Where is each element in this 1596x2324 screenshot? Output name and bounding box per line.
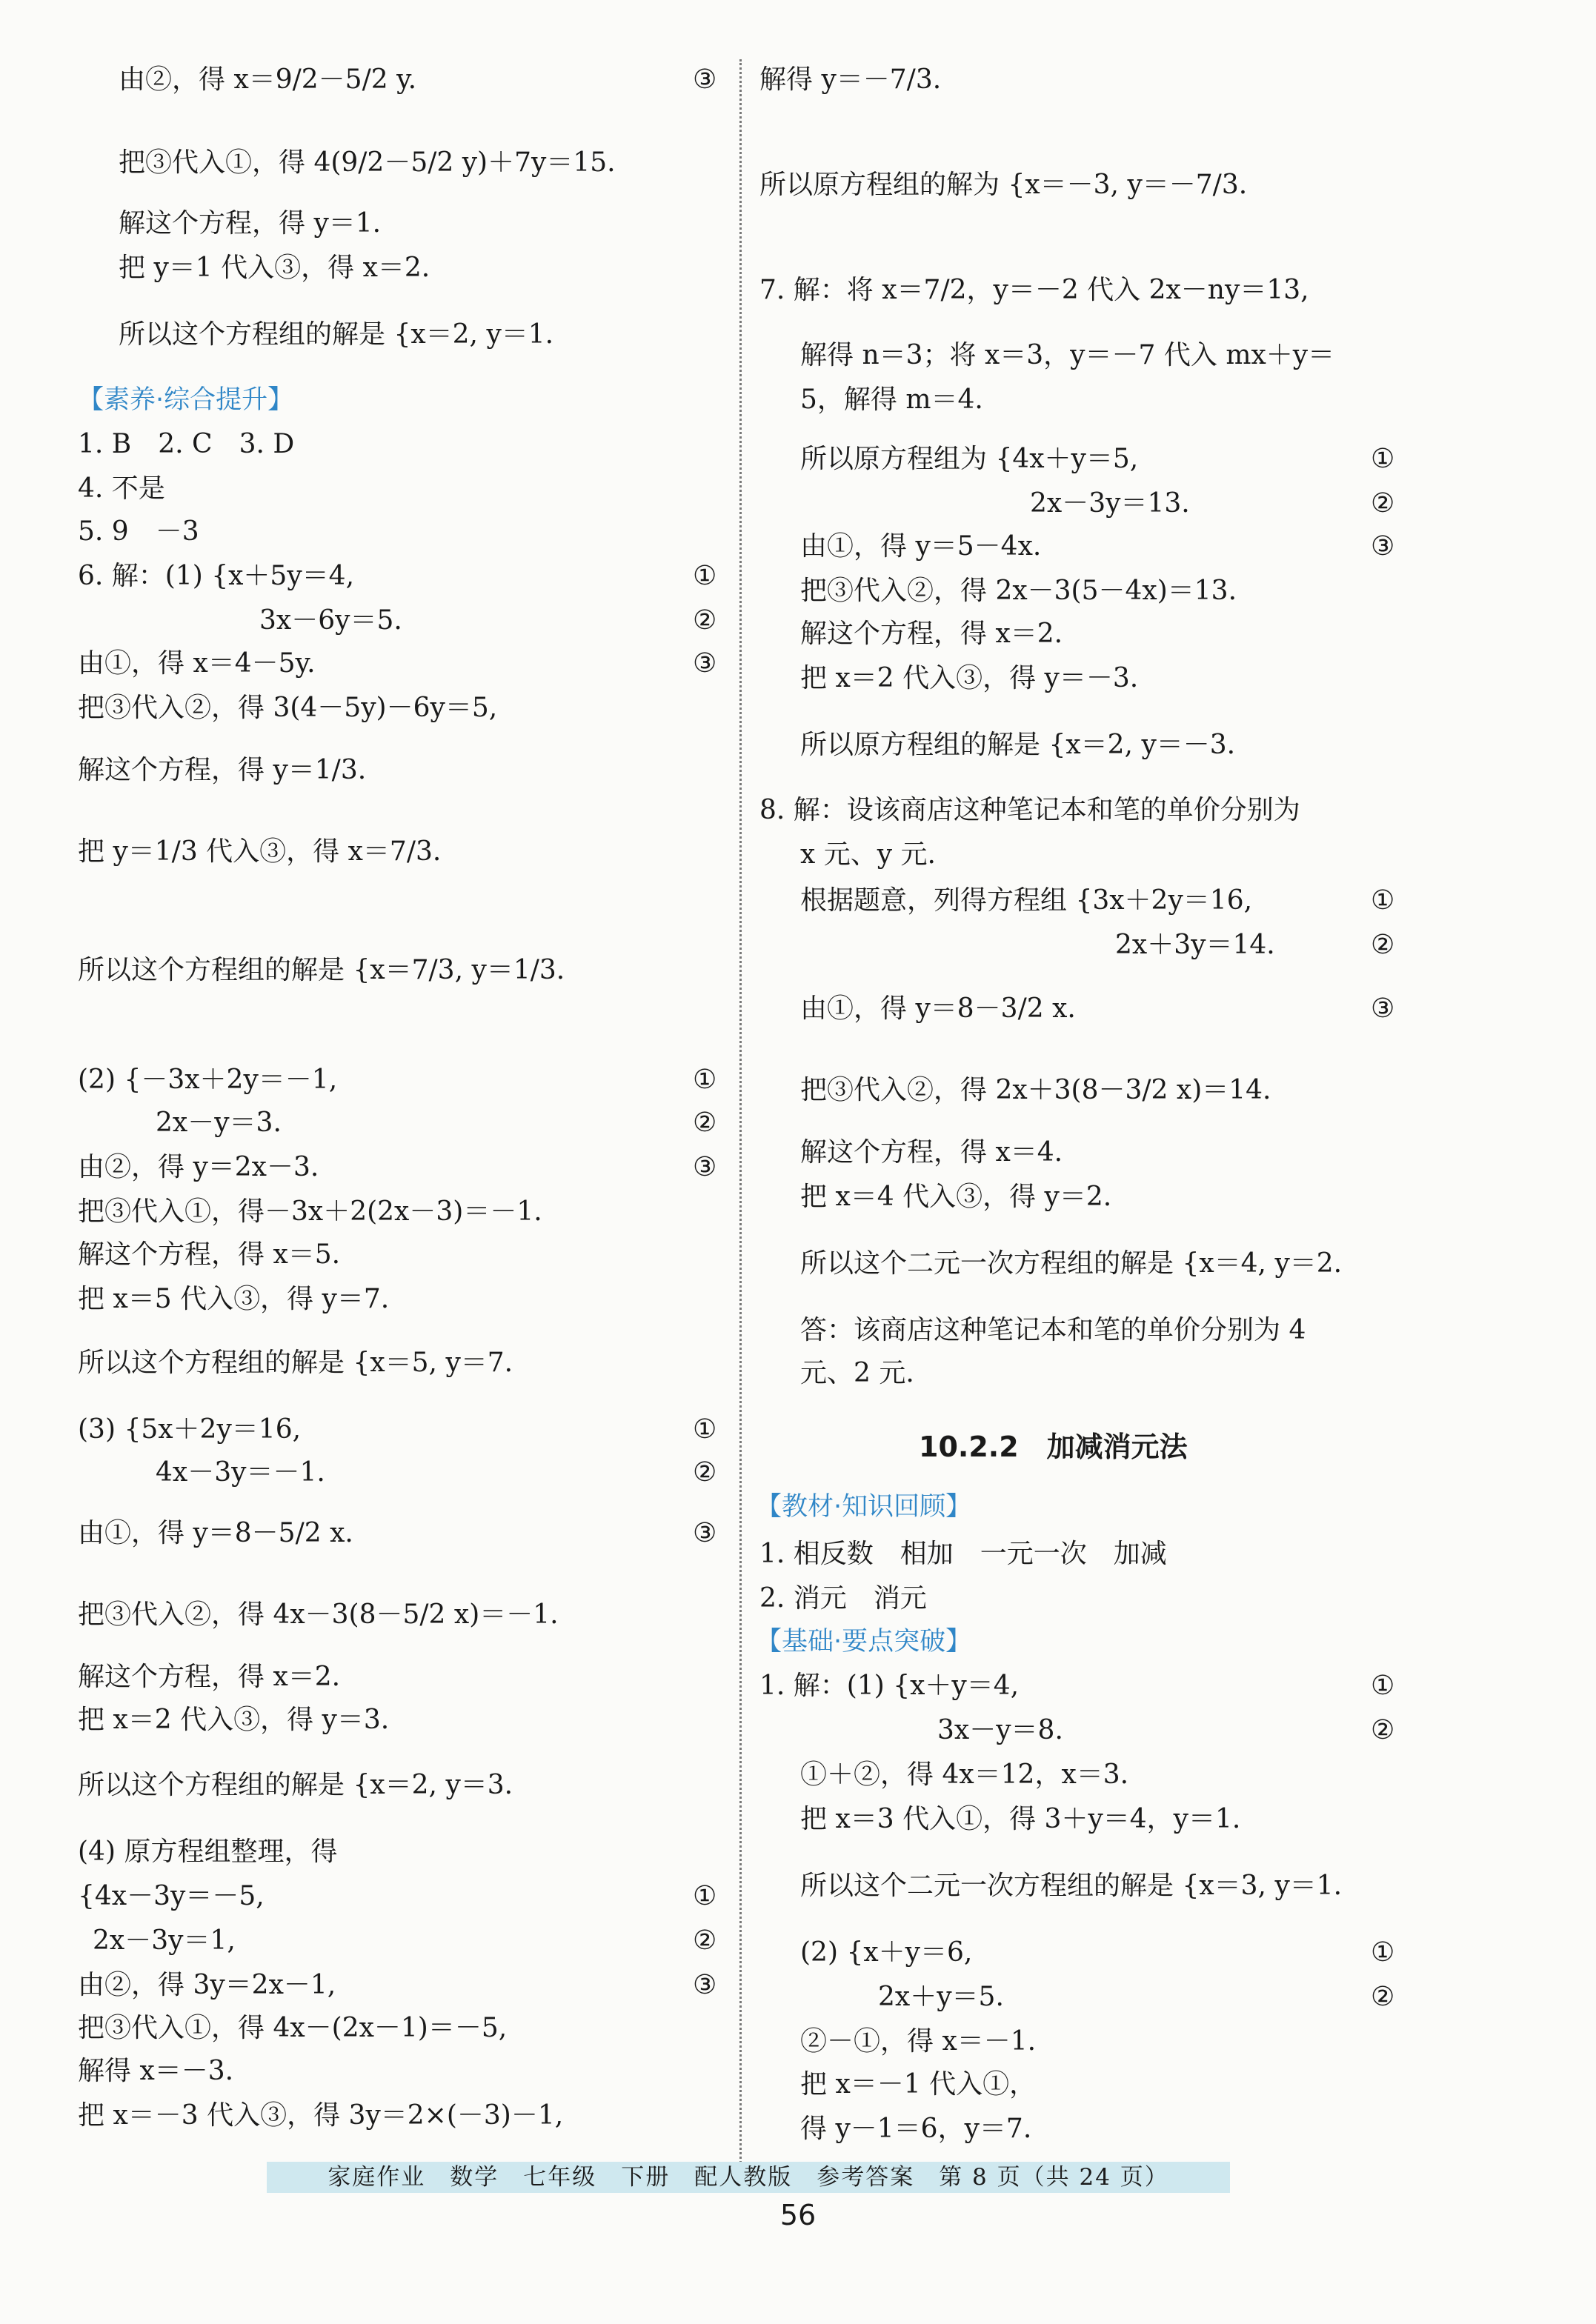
left-line-18: 由②，得 y＝2x－3. [78,1152,319,1182]
left-eq-number-0: ③ [693,64,717,95]
left-eq-number-33: ③ [693,1970,717,2000]
page-number: 56 [779,2199,817,2231]
column-divider [739,59,742,2163]
left-line-0: 由②，得 x＝9/2－5/2 y. [119,64,417,95]
left-line-32: 2x－3y＝1, [93,1925,236,1956]
right-line-17: 把③代入②，得 2x＋3(8－3/2 x)＝14. [800,1075,1271,1105]
left-line-20: 解这个方程，得 x＝5. [78,1239,341,1270]
left-line-2: 解这个方程，得 y＝1. [119,208,382,239]
left-eq-number-10: ② [693,605,717,636]
left-line-25: 由①，得 y＝8－5/2 x. [78,1518,353,1548]
left-line-14: 把 y＝1/3 代入③，得 x＝7/3. [78,836,442,867]
right-line-12: 8. 解：设该商店这种笔记本和笔的单价分别为 [759,795,1300,825]
right-line-19: 把 x＝4 代入③，得 y＝2. [800,1182,1112,1212]
page-footer: 家庭作业 数学 七年级 下册 配人教版 参考答案 第 8 页（共 24 页） [267,2162,1230,2193]
left-line-9: 6. 解：(1) {x＋5y＝4, [78,561,355,591]
left-line-21: 把 x＝5 代入③，得 y＝7. [78,1284,390,1314]
left-line-5: 【素养·综合提升】 [78,385,294,415]
left-line-16: (2) {－3x＋2y＝－1, [78,1065,338,1095]
right-line-28: 1. 解：(1) {x＋y＝4, [759,1671,1020,1701]
left-eq-number-9: ① [693,561,717,591]
left-eq-number-11: ③ [693,648,717,679]
left-line-23: (3) {5x＋2y＝16, [78,1414,302,1445]
right-line-23: 10.2.2 加减消元法 [919,1431,1188,1463]
left-line-27: 解这个方程，得 x＝2. [78,1662,341,1692]
right-eq-number-28: ① [1371,1671,1395,1701]
left-line-17: 2x－y＝3. [156,1108,282,1138]
left-line-7: 4. 不是 [78,473,165,504]
right-eq-number-7: ③ [1371,531,1395,562]
left-line-31: {4x－3y＝－5, [78,1881,265,1911]
right-line-30: ①＋②，得 4x＝12，x＝3. [800,1759,1129,1790]
left-eq-number-17: ② [693,1108,717,1138]
right-line-36: 把 x＝－1 代入①， [800,2069,1037,2100]
right-line-21: 答：该商店这种笔记本和笔的单价分别为 4 [800,1315,1306,1345]
left-line-29: 所以这个方程组的解是 {x＝2, y＝3. [78,1770,513,1800]
right-eq-number-5: ① [1371,444,1395,474]
left-line-3: 把 y＝1 代入③，得 x＝2. [119,253,430,283]
right-line-0: 解得 y＝－7/3. [759,64,942,95]
left-line-6: 1. B 2. C 3. D [78,429,295,459]
left-line-15: 所以这个方程组的解是 {x＝7/3, y＝1/3. [78,955,565,985]
left-eq-number-16: ① [693,1065,717,1095]
left-line-33: 由②，得 3y＝2x－1, [78,1970,336,2000]
right-line-14: 根据题意，列得方程组 {3x＋2y＝16, [800,885,1253,916]
right-line-35: ②－①，得 x＝－1. [800,2026,1037,2057]
right-line-20: 所以这个二元一次方程组的解是 {x＝4, y＝2. [800,1248,1343,1279]
right-line-7: 由①，得 y＝5－4x. [800,531,1042,562]
right-eq-number-14: ① [1371,885,1395,916]
left-line-8: 5. 9 －3 [78,516,199,547]
right-line-29: 3x－y＝8. [937,1715,1063,1745]
right-eq-number-29: ② [1371,1715,1395,1745]
right-eq-number-15: ② [1371,930,1395,960]
left-eq-number-24: ② [693,1457,717,1488]
right-line-11: 所以原方程组的解是 {x＝2, y＝－3. [800,730,1236,760]
right-line-16: 由①，得 y＝8－3/2 x. [800,993,1076,1024]
left-eq-number-23: ① [693,1414,717,1445]
right-line-18: 解这个方程，得 x＝4. [800,1137,1063,1168]
left-line-30: (4) 原方程组整理，得 [78,1837,338,1867]
right-line-22: 元、2 元. [800,1358,914,1388]
left-line-35: 解得 x＝－3. [78,2056,234,2086]
right-line-10: 把 x＝2 代入③，得 y＝－3. [800,663,1139,693]
left-line-12: 把③代入②，得 3(4－5y)－6y＝5, [78,693,498,723]
right-line-27: 【基础·要点突破】 [756,1627,972,1657]
right-line-1: 所以原方程组的解为 {x＝－3, y＝－7/3. [759,170,1248,200]
left-line-13: 解这个方程，得 y＝1/3. [78,755,367,785]
right-line-34: 2x＋y＝5. [878,1982,1004,2012]
left-line-1: 把③代入①，得 4(9/2－5/2 y)＋7y＝15. [119,147,616,178]
left-line-4: 所以这个方程组的解是 {x＝2, y＝1. [119,319,554,350]
right-line-9: 解这个方程，得 x＝2. [800,619,1063,649]
right-line-5: 所以原方程组为 {4x＋y＝5, [800,444,1139,474]
left-line-19: 把③代入①，得－3x＋2(2x－3)＝－1. [78,1196,542,1227]
left-line-24: 4x－3y＝－1. [156,1457,325,1488]
right-line-15: 2x＋3y＝14. [1115,930,1275,960]
left-line-22: 所以这个方程组的解是 {x＝5, y＝7. [78,1348,513,1378]
left-line-28: 把 x＝2 代入③，得 y＝3. [78,1705,390,1735]
right-line-32: 所以这个二元一次方程组的解是 {x＝3, y＝1. [800,1871,1343,1901]
right-line-26: 2. 消元 消元 [759,1583,927,1614]
right-line-6: 2x－3y＝13. [1030,488,1190,519]
left-line-10: 3x－6y＝5. [259,605,402,636]
left-eq-number-31: ① [693,1881,717,1911]
right-eq-number-34: ② [1371,1982,1395,2012]
right-eq-number-6: ② [1371,488,1395,519]
right-eq-number-33: ① [1371,1937,1395,1968]
right-line-37: 得 y－1＝6，y＝7. [800,2114,1032,2144]
right-line-2: 7. 解：将 x＝7/2，y＝－2 代入 2x－ny＝13, [759,275,1309,305]
right-line-3: 解得 n＝3；将 x＝3，y＝－7 代入 mx＋y＝ [800,340,1335,370]
right-line-13: x 元、y 元. [800,839,936,870]
right-line-8: 把③代入②，得 2x－3(5－4x)＝13. [800,576,1237,606]
right-line-24: 【教材·知识回顾】 [756,1492,972,1522]
left-line-11: 由①，得 x＝4－5y. [78,648,316,679]
right-line-33: (2) {x＋y＝6, [800,1937,973,1968]
left-eq-number-18: ③ [693,1152,717,1182]
left-line-26: 把③代入②，得 4x－3(8－5/2 x)＝－1. [78,1599,559,1630]
right-line-31: 把 x＝3 代入①，得 3＋y＝4，y＝1. [800,1804,1241,1834]
left-line-36: 把 x＝－3 代入③，得 3y＝2×(－3)－1, [78,2100,564,2131]
left-eq-number-25: ③ [693,1518,717,1548]
left-eq-number-32: ② [693,1925,717,1956]
left-line-34: 把③代入①，得 4x－(2x－1)＝－5, [78,2013,508,2043]
right-line-4: 5，解得 m＝4. [800,384,983,415]
right-line-25: 1. 相反数 相加 一元一次 加减 [759,1539,1167,1569]
right-eq-number-16: ③ [1371,993,1395,1024]
